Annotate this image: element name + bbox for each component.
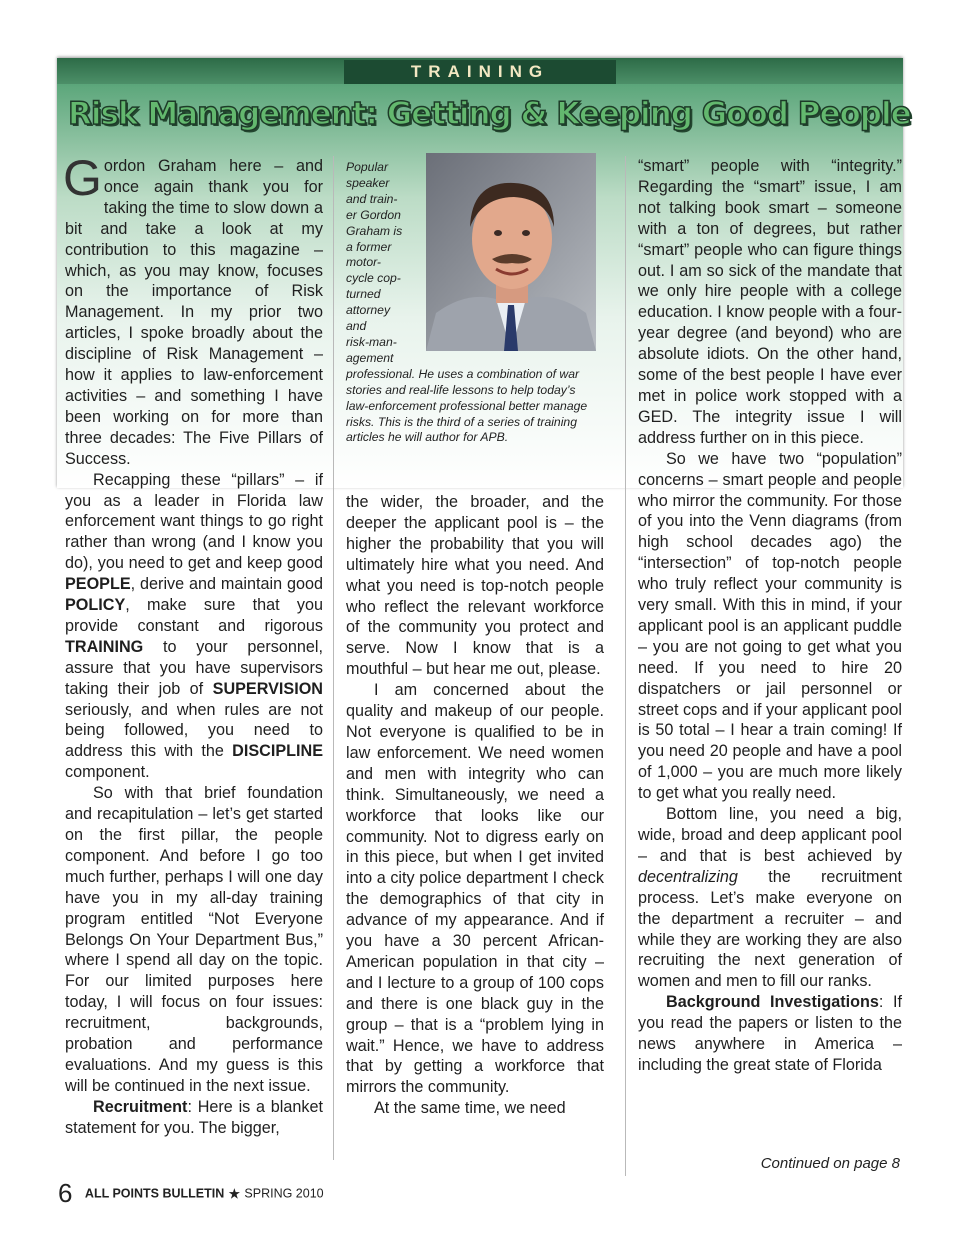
- caption-line: cycle cop-: [346, 271, 401, 286]
- smart-integrity-paragraph: “smart” people with “integrity.” Regarding the “smart” issue, I am not talking book smart – someone with a ton of degrees, but rather “smart” people who can figure things out. I am so sick of the mandate that we only hire people with a college education. I know people with a four-year degree (and beyond) who are absolute idiots. On the other hand, some of the best people I have ever met in police work stopped with a GED. The integrity issue I will address further on in this piece.: [638, 157, 902, 447]
- caption-line: motor-: [346, 255, 381, 270]
- applicant-pool-paragraph: the wider, the broader, and the deeper the applicant pool is – the higher the probability that you will ultimately hire what you need. And what you need is top-notch people who reflect the relevant workforce of the community you protect and serve. Now I know that is a mouthful – but hear me out, please.: [346, 493, 604, 679]
- caption-line: a former: [346, 239, 392, 254]
- column-1: [63, 150, 323, 1139]
- intro-paragraph: Gordon Graham here – and once again thank you for taking the time to slow down a bit and take a look at my contribution to this magazine – which, as you may know, focuses on the importance of Risk Management. In my prior two articles, I spoke broadly about the discipline of Risk Management – how it applies to law-enforcement activities – and something I have been working on for more than three decades: The Five Pillars of Success.: [63, 150, 323, 468]
- caption-line: and train-: [346, 191, 398, 206]
- page-footer: [58, 1178, 324, 1210]
- star-icon: ★: [228, 1187, 240, 1201]
- same-time-paragraph: At the same time, we need: [374, 1099, 566, 1118]
- caption-line: Popular: [346, 160, 389, 174]
- column-divider-1: [333, 156, 334, 1160]
- caption-line: and: [346, 319, 367, 334]
- column-3: [638, 156, 902, 1076]
- caption-line: Graham is: [346, 223, 403, 238]
- publication-name: ALL POINTS BULLETIN: [84, 1186, 225, 1201]
- foundation-paragraph: So with that brief foundation and recapitulation – let’s get started on the first pillar, the people component. And before I go too much further, perhaps I will one day have you in my all-day training program entitled “Not Everyone Belongs On Your Department Bus,” where I spend all day on the topic. For our limited purposes here today, I will focus on four issues: recruitment, backgrounds, probation and performance evaluations. And my guess is this will be continued in the next issue.: [65, 784, 323, 1095]
- section-label: TRAINING: [344, 60, 616, 84]
- column-2: [346, 492, 604, 1119]
- caption-line: agement: [346, 350, 394, 365]
- issue-date: SPRING 2010: [244, 1186, 324, 1201]
- population-paragraph: So we have two “population” concerns – smart people and people who mirror the community. For those of you into the Venn diagrams (from high school decades ago) the “intersection” of top-notch people who truly reflect your community is very small. With this in mind, if your applicant pool is an applicant puddle – you are not going to get what you need. If you need to hire 20 dispatchers or jail personnel or street cops and if your applicant pool is 50 total – I hear a train coming! If you need 20 people and have a pool of 1,000 – you are much more likely to get what you really need.: [638, 449, 902, 803]
- pillars-paragraph: Recapping these “pillars” – if you as a leader in Florida law enforcement want things to go right rather than wrong (and I know you do), you need to get and keep good PEOPLE, derive and maintain good POLICY, make sure that you provide constant and rigorous TRAINING to your personnel, assure that you have supervisors taking their job of SUPERVISION seriously, and when rules are not being followed, you need to address this with the DISCIPLINE component.: [65, 470, 323, 782]
- quality-paragraph: I am concerned about the quality and makeup of our people. Not everyone is qualified to be in law enforcement. We need women and men with integrity who can think. Simultaneously, we need a workforce that looks like our community. Not to digress early on in this piece, but when I get invited into a city police department I check the demographics of that city in advance of my appearance. And if you have a 30 percent African-American population in that city – and I lecture to a group of 100 cops and there is one black guy in the group – that is a “problem lying in wait.” Hence, we have to address that by getting a workforce that mirrors the community.: [346, 681, 604, 1097]
- bottom-line-paragraph: Bottom line, you need a big, wide, broad and deep applicant pool – and that is best achieved by decentralizing the recruitment process. Let’s make everyone on the department a recruiter – and while they are working they are also recruiting the next generation of women and men to fill our ranks.: [638, 805, 902, 991]
- caption-line: speaker: [346, 175, 390, 190]
- photo-caption: [346, 160, 590, 446]
- caption-rest: professional. He uses a combination of war stories and real-life lessons to help today’s law-enforcement professional better manage risks. This is the third of a series of training articles he will author for APB.: [346, 366, 588, 445]
- continued-note: Continued on page 8: [760, 1155, 900, 1172]
- article-headline: Risk Management: Getting & Keeping Good People: [68, 96, 911, 132]
- background-paragraph: Background Investigations: If you read the papers or listen to the news anywhere in America – including the great state of Florida: [638, 993, 902, 1074]
- recruitment-paragraph: Recruitment: Here is a blanket statement for you. The bigger,: [65, 1097, 323, 1137]
- drop-cap: G: [63, 150, 102, 206]
- column-divider-2: [625, 156, 626, 1176]
- caption-line: er Gordon: [346, 207, 401, 222]
- page-number: 6: [58, 1178, 73, 1208]
- caption-line: turned: [346, 287, 381, 302]
- caption-line: attorney: [346, 303, 391, 318]
- caption-line: risk-man-: [346, 334, 397, 349]
